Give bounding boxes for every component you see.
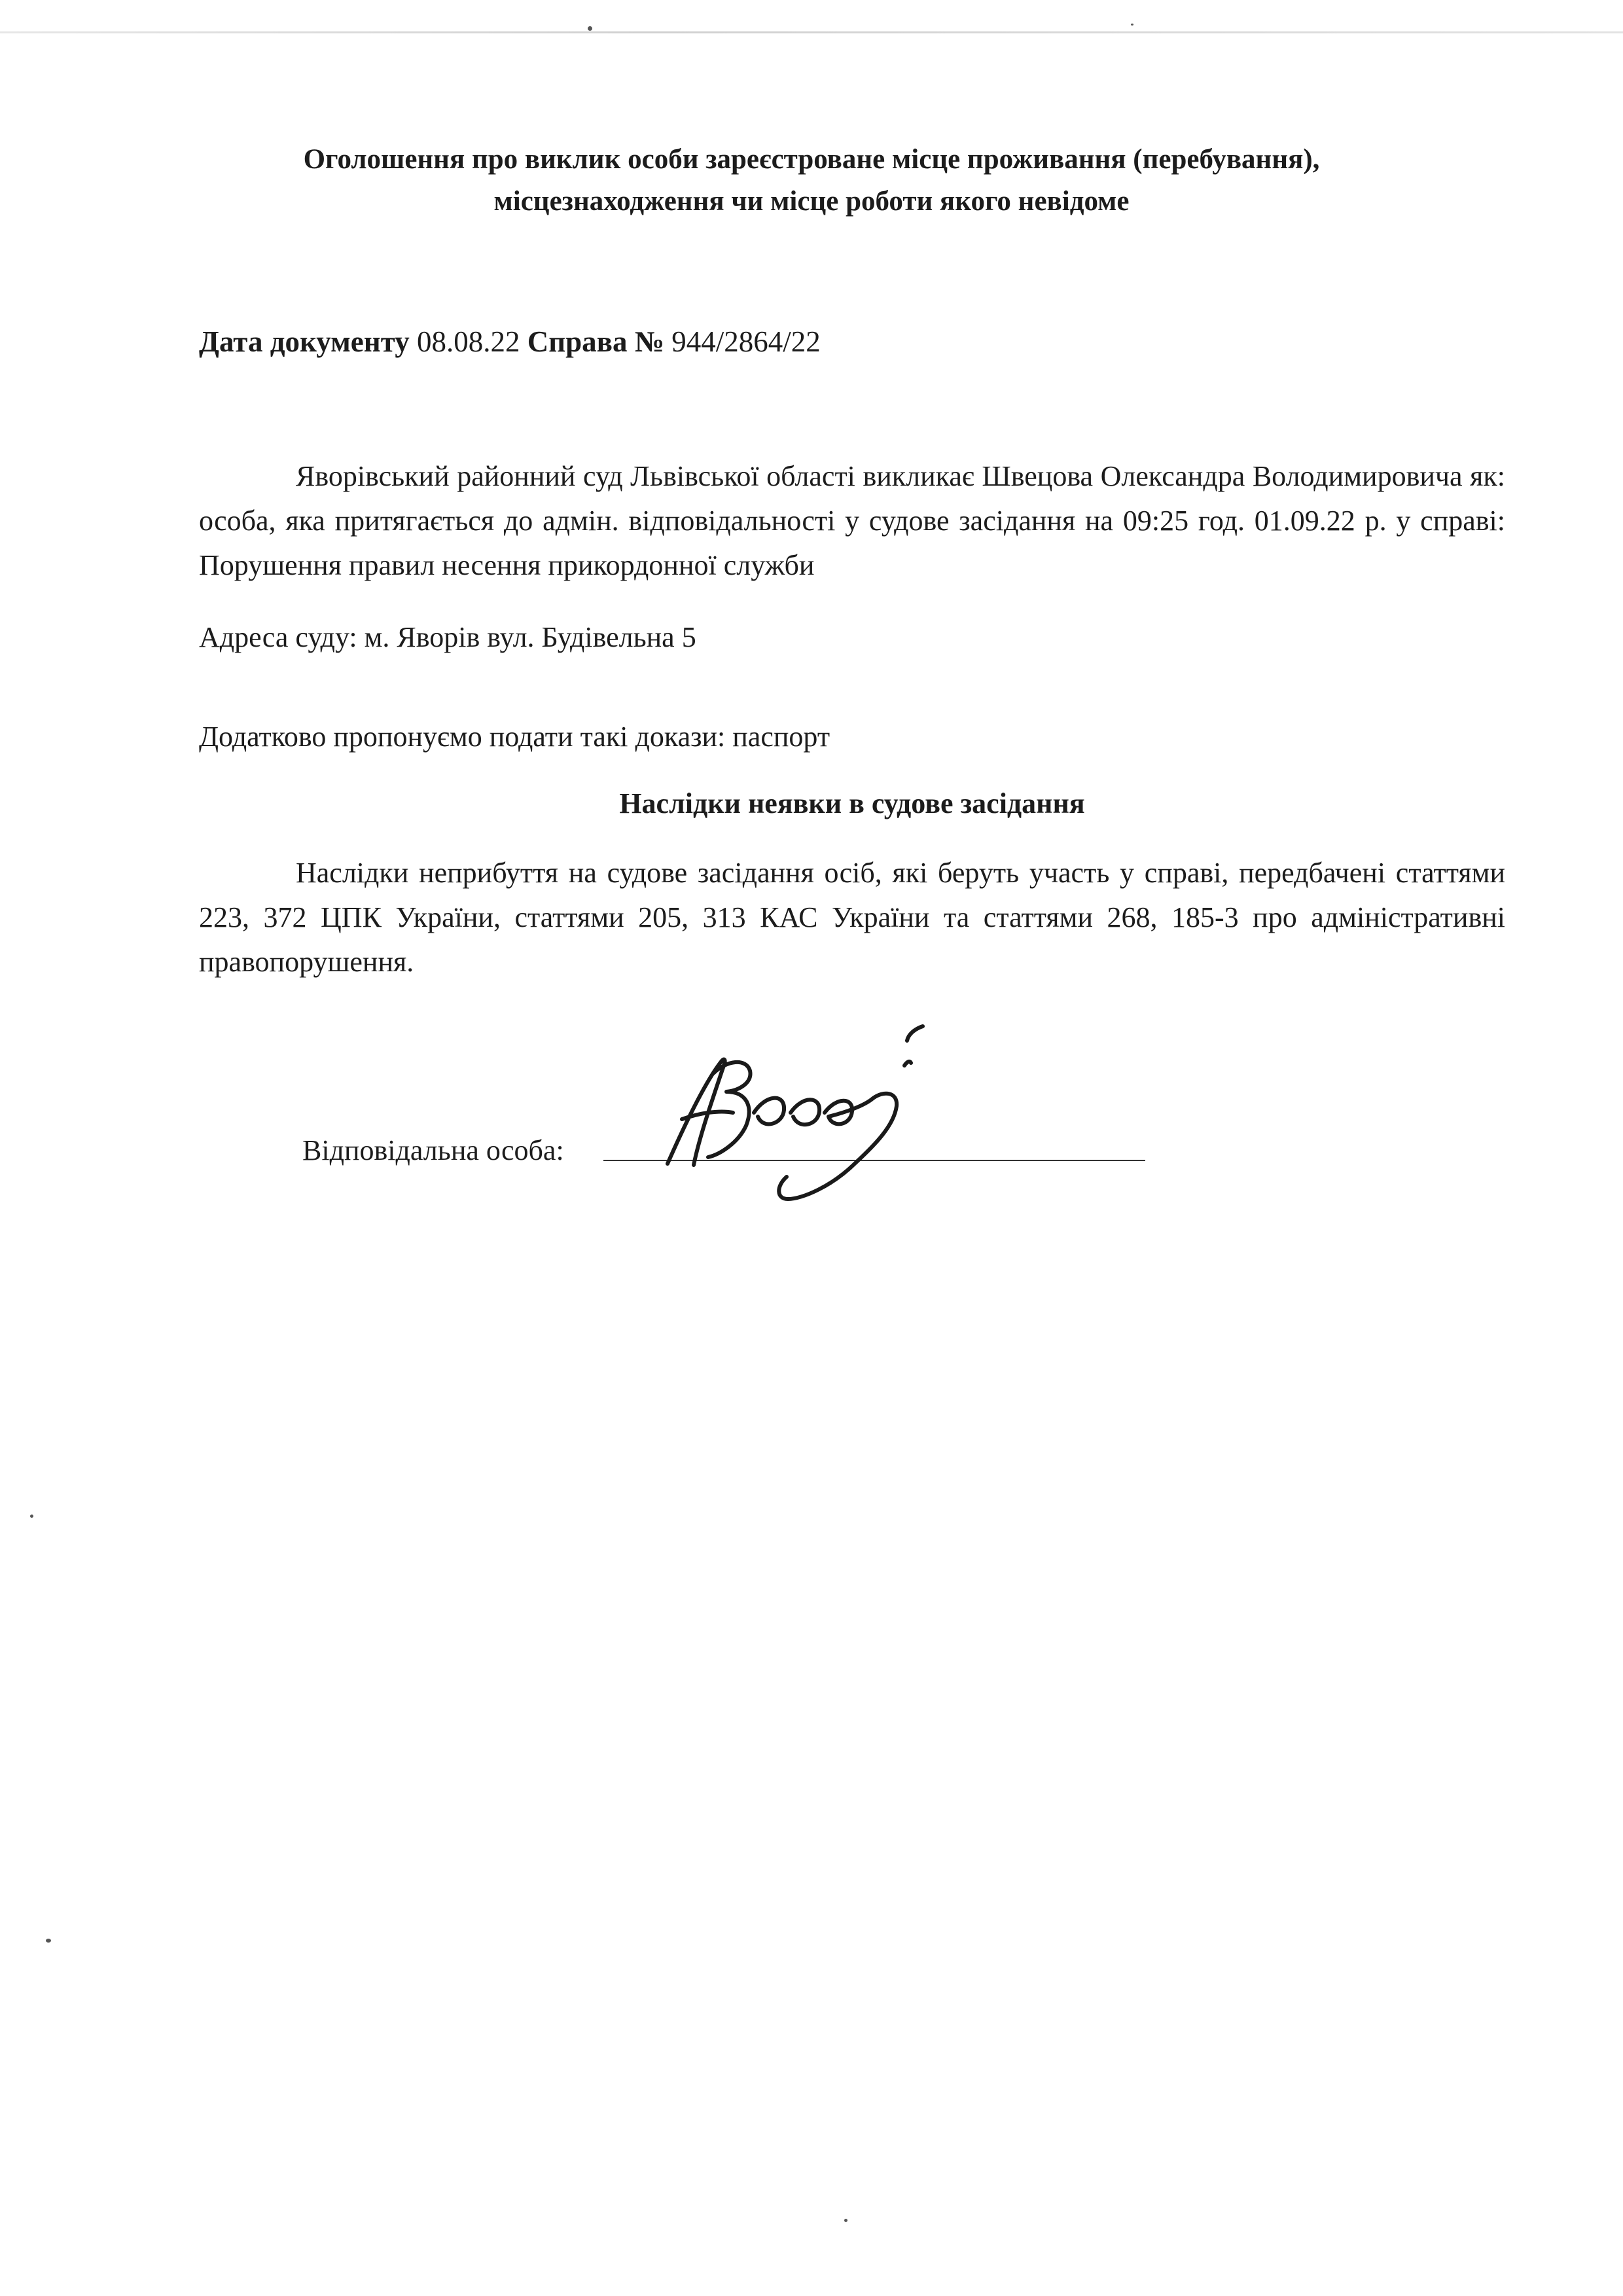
evidence-request: Додатково пропонуємо подати такі докази: паспорт bbox=[199, 721, 830, 753]
scan-top-edge bbox=[0, 31, 1623, 33]
document-meta bbox=[199, 322, 821, 361]
date-label: Дата документу bbox=[199, 325, 410, 358]
responsible-person-label: Відповідальна особа: bbox=[302, 1134, 564, 1166]
document-title-line-2: місцезнаходження чи місце роботи якого невідоме bbox=[493, 186, 1130, 217]
handwritten-signature bbox=[648, 1014, 988, 1224]
scan-speck bbox=[844, 2219, 847, 2222]
scan-speck bbox=[30, 1515, 33, 1518]
case-number: 944/2864/22 bbox=[671, 325, 821, 358]
document-title bbox=[151, 139, 1472, 223]
scan-speck bbox=[588, 26, 592, 31]
document-title-line-1: Оголошення про виклик особи зареєстроване місце проживання (перебування), bbox=[303, 144, 1320, 175]
scan-speck bbox=[46, 1939, 51, 1943]
case-label: Справа № bbox=[527, 325, 664, 358]
summons-paragraph: Яворівський районний суд Львівської області викликає Швецова Олександра Володимировича як: особа, яка притягається до адмін. відповідальності у судове засідання на 09:25 год. 01.09.22 р. у справі: Порушення правил несення прикордонної служби bbox=[199, 460, 1505, 581]
consequences-heading: Наслідки неявки в судове засідання bbox=[619, 787, 1085, 819]
date-value: 08.08.22 bbox=[416, 325, 520, 358]
scan-speck bbox=[1131, 24, 1133, 26]
consequences-paragraph: Наслідки неприбуття на судове засідання осіб, які беруть участь у справі, передбачені статтями 223, 372 ЦПК України, статтями 205, 313 КАС України та статтями 268, 185-3 про адміністративні правопорушення. bbox=[199, 857, 1505, 978]
court-address: Адреса суду: м. Яворів вул. Будівельна 5 bbox=[199, 621, 696, 653]
